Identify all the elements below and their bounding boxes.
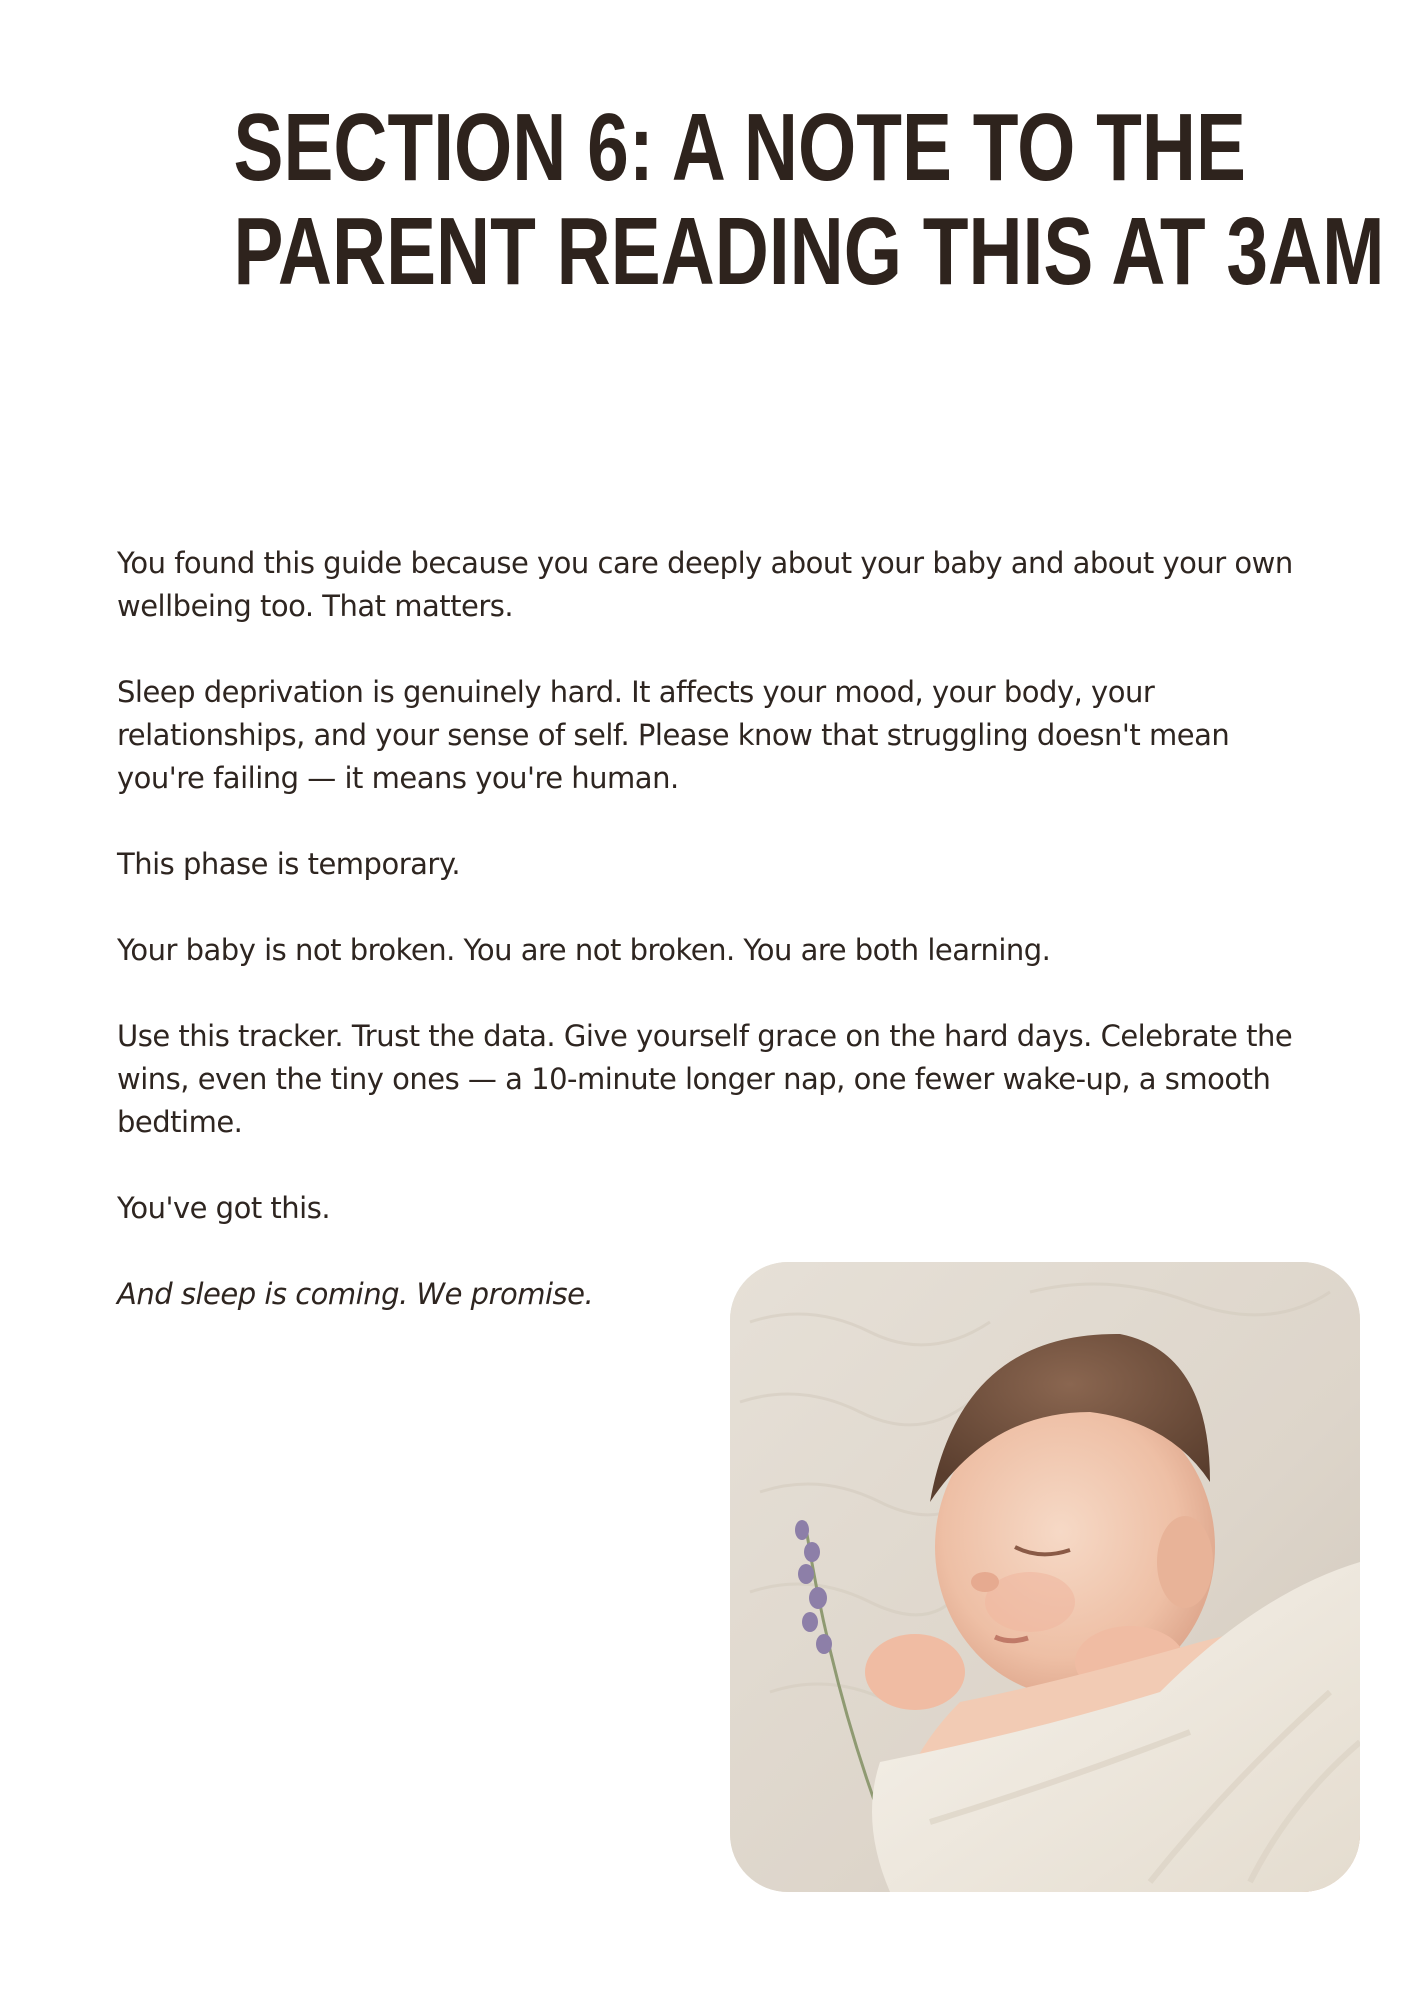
paragraph-intro: You found this guide because you care deeply about your baby and about your own wellbeing too. That matters. <box>117 546 1293 623</box>
paragraph-temporary: This phase is temporary. <box>117 847 461 881</box>
page-title-line-1: SECTION 6: A NOTE TO THE <box>233 94 1246 201</box>
sleeping-newborn-photo <box>730 1262 1360 1892</box>
paragraph-sleep-deprivation: Sleep deprivation is genuinely hard. It affects your mood, your body, your relationships, and your sense of self. Please know that struggling doesn't mean you're failing — it means you're human. <box>117 675 1230 795</box>
closing-line: And sleep is coming. We promise. <box>117 1277 594 1311</box>
paragraph-use-tracker: Use this tracker. Trust the data. Give yourself grace on the hard days. Celebrate the wins, even the tiny ones — a 10-minute longer nap, one fewer wake-up, a smooth bedtime. <box>117 1019 1293 1139</box>
note-body <box>117 542 1317 1359</box>
page-title <box>233 94 1385 305</box>
paragraph-not-broken: Your baby is not broken. You are not broken. You are both learning. <box>117 933 1051 967</box>
page-title-line-2: PARENT READING THIS AT 3AM <box>233 198 1385 305</box>
paragraph-youve-got-this: You've got this. <box>117 1191 331 1225</box>
